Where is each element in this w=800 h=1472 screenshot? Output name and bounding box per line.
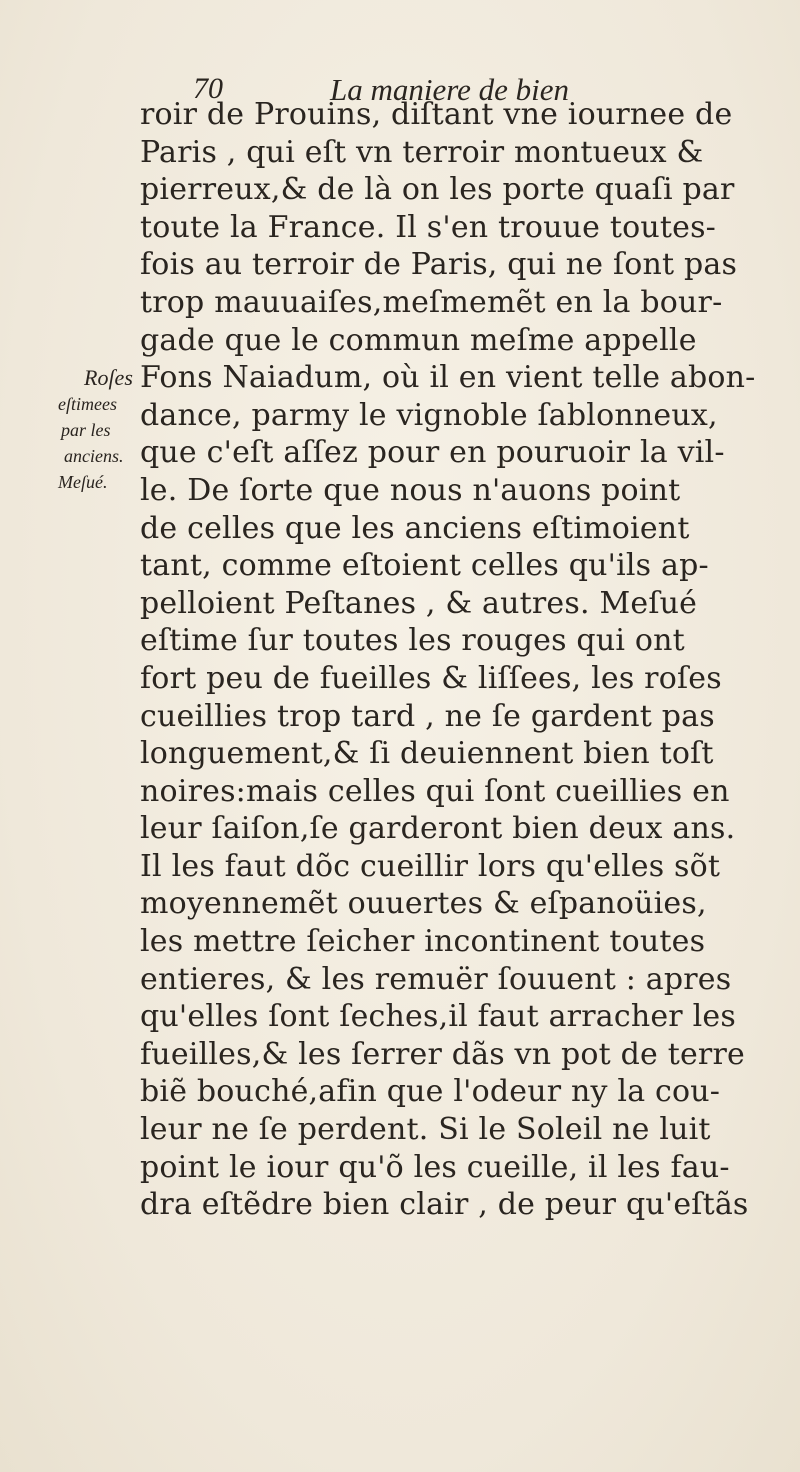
margin-note-line: eſtimees <box>58 394 117 414</box>
text-line: eſtime ſur toutes les rouges qui ont <box>140 623 685 659</box>
text-line: que c'eſt aſſez pour en pouruoir la vil- <box>140 435 725 471</box>
text-line: trop mauuaiſes,meſmemẽt en la bour- <box>140 284 723 320</box>
text-line: tant, comme eſtoient celles qu'ils ap- <box>140 548 709 584</box>
text-line: pierreux,& de là on les porte quaſi par <box>140 172 735 208</box>
text-line: biẽ bouché,afin que l'odeur ny la cou- <box>140 1074 721 1110</box>
text-line: fois au terroir de Paris, qui ne ſont pas <box>140 247 738 283</box>
text-line: point le iour qu'õ les cueille, il les fau- <box>140 1149 730 1185</box>
text-line: fort peu de fueilles & liſſees, les roſes <box>140 660 722 696</box>
text-line: Il les faut dõc cueillir lors qu'elles sõt <box>140 848 721 884</box>
text-line: Paris , qui eſt vn terroir montueux & <box>140 134 704 170</box>
text-line: dance, parmy le vignoble ſablonneux, <box>140 397 718 433</box>
margin-note-line: Roſes <box>84 365 133 390</box>
text-line: de celles que les anciens eſtimoient <box>140 510 690 546</box>
text-line: noires:mais celles qui ſont cueillies en <box>140 773 730 809</box>
text-line: gade que le commun meſme appelle <box>140 322 697 358</box>
running-title: La maniere de bien <box>330 72 570 107</box>
margin-note-line: par les <box>61 420 111 440</box>
text-line: fueilles,& les ſerrer dãs vn pot de terre <box>140 1036 745 1072</box>
text-line: leur ſaiſon,ſe garderont bien deux ans. <box>140 811 736 847</box>
margin-note-line: anciens. <box>64 446 124 466</box>
text-line: toute la France. Il s'en trouue toutes- <box>140 209 716 245</box>
text-line: les mettre ſeicher incontinent toutes <box>140 924 706 960</box>
text-line: entieres, & les remuër ſouuent : apres <box>140 961 732 997</box>
text-line: pelloient Peſtanes , & autres. Meſué <box>140 585 698 621</box>
body-text <box>140 96 780 1224</box>
text-line: leur ne ſe perdent. Si le Soleil ne luit <box>140 1112 711 1148</box>
text-line: cueillies trop tard , ne ſe gardent pas <box>140 698 715 734</box>
page-number: 70 <box>193 72 223 105</box>
margin-note-line: Meſué. <box>58 472 108 492</box>
text-line: qu'elles ſont ſeches,il faut arracher les <box>140 999 736 1035</box>
text-line: roir de Prouins, diſtant vne iournee de <box>140 97 733 132</box>
text-line: le. De ſorte que nous n'auons point <box>140 472 681 508</box>
text-line: longuement,& ſi deuiennent bien toſt <box>140 736 714 772</box>
text-line: dra eſtẽdre bien clair , de peur qu'eſtãs <box>140 1187 749 1223</box>
text-line: Fons Naiadum, où il en vient telle abon- <box>140 360 756 396</box>
margin-note <box>58 365 142 495</box>
text-line: moyennemẽt ouuertes & eſpanoüies, <box>140 886 707 922</box>
